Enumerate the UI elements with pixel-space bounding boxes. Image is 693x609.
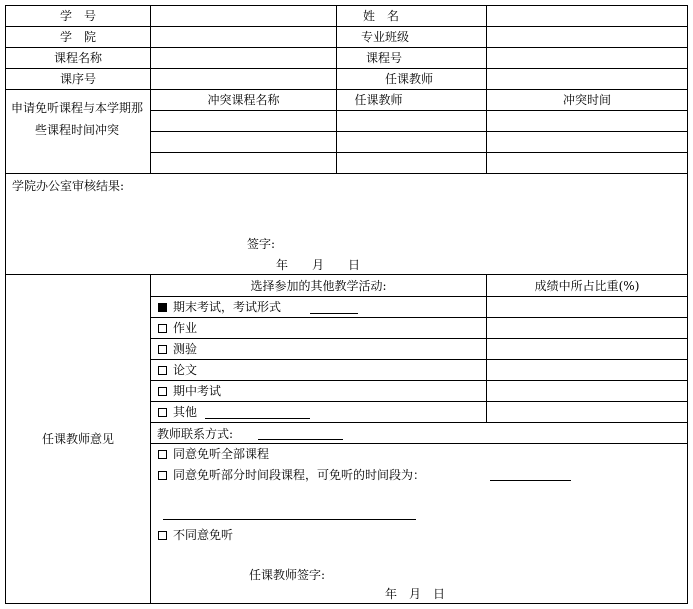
checkbox-checked-icon[interactable] (158, 303, 167, 312)
activity-midterm[interactable]: 期中考试 (158, 383, 221, 399)
checkbox-icon[interactable] (158, 345, 167, 354)
weight-header: 成绩中所占比重(%) (534, 279, 640, 293)
row-line (150, 317, 688, 318)
office-review-label: 学院办公室审核结果: (12, 179, 125, 193)
row-line (150, 152, 688, 153)
activity-homework[interactable]: 作业 (158, 320, 197, 336)
contact-label: 教师联系方式: (157, 427, 234, 441)
teacher-sign-label: 任课教师签字: (249, 568, 326, 582)
partial-time-blank-2 (163, 519, 416, 520)
border-top (5, 5, 688, 6)
row-line (150, 338, 688, 339)
border-right (687, 5, 688, 604)
row-line (5, 89, 688, 90)
conflict-teacher-header: 任课教师 (354, 93, 403, 107)
checkbox-icon[interactable] (158, 450, 167, 459)
conflict-time-header: 冲突时间 (562, 93, 611, 107)
row-line (150, 359, 688, 360)
activity-paper[interactable]: 论文 (158, 362, 197, 378)
agree-partial-option[interactable]: 同意免听部分时间段课程，可免听的时间段为： (158, 467, 425, 483)
office-date: 年 月 日 (276, 258, 361, 272)
college-label: 学 院 (59, 30, 96, 44)
checkbox-icon[interactable] (158, 366, 167, 375)
student-id-label: 学 号 (59, 9, 96, 23)
exam-form-blank (310, 313, 358, 314)
course-no-label: 课程号 (365, 51, 402, 65)
row-line (150, 110, 688, 111)
teacher-opinion-label: 任课教师意见 (41, 432, 114, 446)
partial-time-blank (490, 480, 571, 481)
row-line (5, 26, 688, 27)
teacher-label: 任课教师 (384, 72, 433, 86)
activity-header: 选择参加的其他教学活动: (250, 279, 387, 293)
row-line (150, 422, 688, 423)
checkbox-icon[interactable] (158, 471, 167, 480)
row-line (150, 443, 688, 444)
row-line (5, 68, 688, 69)
row-line (5, 173, 688, 174)
checkbox-icon[interactable] (158, 324, 167, 333)
office-sign-label: 签字: (247, 237, 276, 251)
col-line (486, 274, 487, 422)
col-line (486, 5, 487, 173)
checkbox-icon[interactable] (158, 531, 167, 540)
disagree-option[interactable]: 不同意免听 (158, 527, 233, 543)
conflict-course-header: 冲突课程名称 (207, 93, 280, 107)
course-name-label: 课程名称 (53, 51, 102, 65)
teacher-sign-date: 年 月 日 (385, 587, 446, 601)
row-line (150, 296, 688, 297)
checkbox-icon[interactable] (158, 387, 167, 396)
col-line (150, 5, 151, 173)
other-blank (205, 418, 310, 419)
major-class-label: 专业班级 (360, 30, 409, 44)
border-bottom (5, 603, 688, 604)
conflict-label: 申请免听课程与本学期那些课程时间冲突 (10, 101, 143, 137)
course-seq-label: 课序号 (59, 72, 96, 86)
row-line (5, 47, 688, 48)
name-label: 姓 名 (362, 9, 399, 23)
row-line (150, 380, 688, 381)
agree-all-option[interactable]: 同意免听全部课程 (158, 446, 269, 462)
checkbox-icon[interactable] (158, 408, 167, 417)
activity-quiz[interactable]: 测验 (158, 341, 197, 357)
col-line (150, 274, 151, 604)
row-line (150, 401, 688, 402)
border-left (5, 5, 6, 604)
row-line (150, 131, 688, 132)
row-line (5, 274, 688, 275)
activity-other[interactable]: 其他 (158, 404, 197, 420)
contact-blank (258, 439, 343, 440)
activity-final-exam[interactable]: 期末考试，考试形式 (158, 299, 281, 315)
